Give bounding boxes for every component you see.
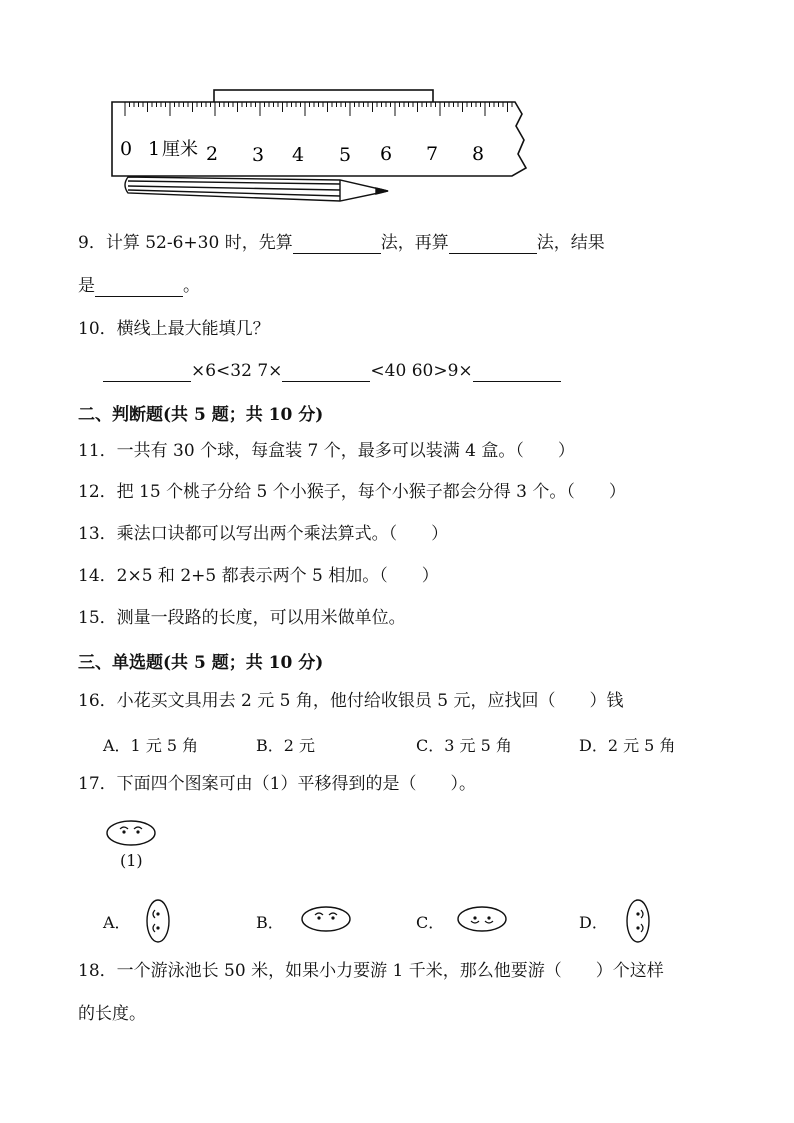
q16-option-c[interactable]: C．3 元 5 角 [416, 736, 512, 755]
ruler-label-7: 7 [426, 143, 439, 165]
q16-option-d[interactable]: D．2 元 5 角 [579, 736, 676, 755]
ruler-figure [100, 80, 540, 205]
q16-option-a[interactable]: A．1 元 5 角 [103, 736, 199, 755]
q17-option-b-label[interactable]: B． [256, 913, 284, 932]
question-16: 16．小花买文具用去 2 元 5 角，他付给收银员 5 元，应找回（ ）钱 [78, 691, 624, 711]
section-2-title: 二、判断题(共 5 题；共 10 分) [78, 405, 324, 425]
question-13: 13．乘法口诀都可以写出两个乘法算式。（ ） [78, 524, 449, 544]
pencil-icon [125, 177, 388, 201]
section-3-title: 三、单选题(共 5 题；共 10 分) [78, 653, 324, 673]
ruler-label-2: 2 [206, 143, 219, 165]
q17-option-a-face[interactable] [145, 898, 171, 944]
question-15: 15．测量一段路的长度，可以用米做单位。 [78, 608, 406, 628]
q17-option-c-label[interactable]: C． [416, 913, 445, 932]
question-18-line-1: 18．一个游泳池长 50 米，如果小力要游 1 千米，那么他要游（ ）个这样 [78, 961, 664, 981]
question-18-line-2: 的长度。 [78, 1004, 146, 1024]
question-9-line-2: 是 。 [78, 276, 200, 296]
answer-blank[interactable] [449, 235, 537, 254]
answer-blank[interactable] [293, 235, 381, 254]
answer-blank[interactable] [95, 278, 183, 297]
q17-option-d-face[interactable] [625, 898, 651, 944]
ruler-label-1: 1 [148, 138, 161, 160]
question-9-line-1: 9．计算 52-6+30 时，先算 法，再算 法，结果 [78, 233, 605, 253]
ruler-label-0: 0 [120, 138, 133, 160]
ruler-label-8: 8 [472, 143, 485, 165]
ruler-label-3: 3 [252, 144, 265, 166]
question-14: 14．2×5 和 2+5 都表示两个 5 相加。（ ） [78, 566, 439, 586]
ruler-label-5: 5 [339, 144, 352, 166]
q16-option-b[interactable]: B．2 元 [256, 736, 316, 755]
ruler-label-4: 4 [292, 144, 305, 166]
question-10-expressions: ×6<32 7× <40 60>9× [103, 360, 561, 382]
ruler-label-unit: 厘米 [162, 139, 198, 160]
question-10: 10．横线上最大能填几？ [78, 319, 270, 339]
q17-option-a-label[interactable]: A． [103, 913, 131, 932]
ruler-label-6: 6 [380, 143, 393, 165]
q17-option-d-label[interactable]: D． [579, 913, 608, 932]
question-12: 12．把 15 个桃子分给 5 个小猴子，每个小猴子都会分得 3 个。（ ） [78, 482, 626, 502]
answer-blank[interactable] [473, 363, 561, 382]
question-17: 17．下面四个图案可由（1）平移得到的是（ ）。 [78, 774, 476, 794]
q17-figure-1-face [105, 818, 157, 848]
q17-figure-label: (1) [120, 851, 143, 870]
q17-option-c-face[interactable] [456, 904, 508, 934]
answer-blank[interactable] [282, 363, 370, 382]
answer-blank[interactable] [103, 363, 191, 382]
question-11: 11．一共有 30 个球，每盒装 7 个，最多可以装满 4 盒。（ ） [78, 441, 575, 461]
q17-option-b-face[interactable] [300, 904, 352, 934]
